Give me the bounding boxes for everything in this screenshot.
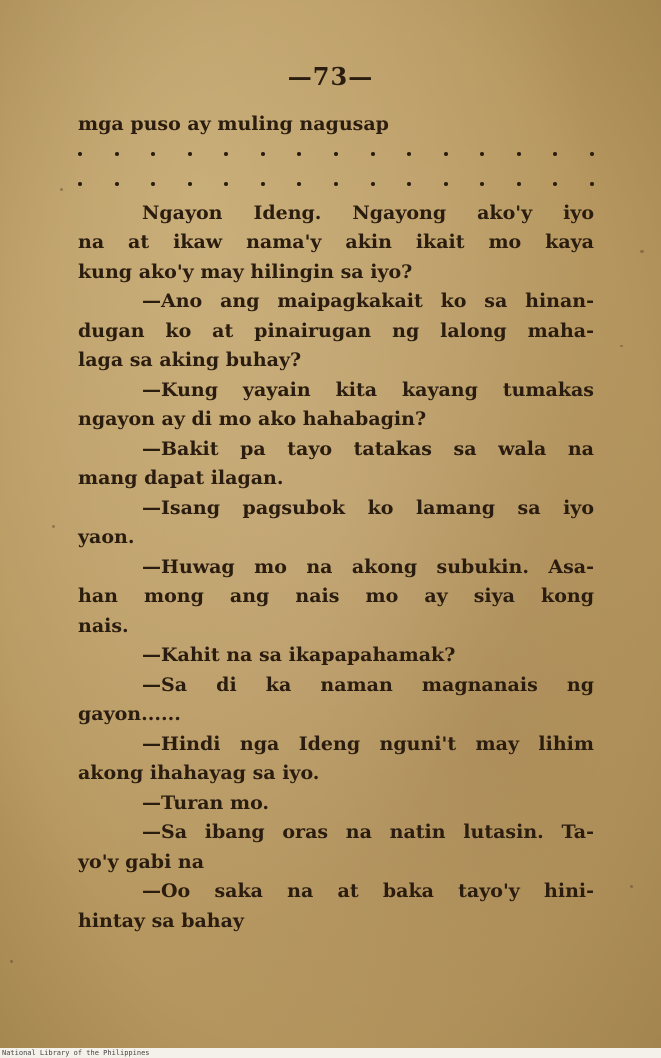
ellipsis-dot xyxy=(444,182,448,186)
paper-speck xyxy=(60,188,63,191)
ellipsis-dot xyxy=(224,152,228,156)
text-line: —Kahit na sa ikapapahamak? xyxy=(142,644,456,666)
ellipsis-dot xyxy=(334,182,338,186)
paper-speck xyxy=(630,885,633,888)
ellipsis-dot xyxy=(188,152,192,156)
ellipsis-dot xyxy=(115,182,119,186)
text-line: ngayon ay di mo ako hahabagin? xyxy=(78,408,427,430)
ellipsis-dot xyxy=(151,182,155,186)
text-line: Ngayon Ideng. Ngayong ako'y iyo xyxy=(142,201,594,224)
ellipsis-row xyxy=(78,169,594,199)
paper-speck xyxy=(620,345,623,347)
ellipsis-dot xyxy=(480,152,484,156)
page-number: —73— xyxy=(287,62,374,91)
text-line: nais. xyxy=(78,614,129,637)
text-line: —Huwag mo na akong subukin. Asa- xyxy=(142,555,594,578)
ellipsis-dot xyxy=(261,182,265,186)
ellipsis-dot xyxy=(115,152,119,156)
ellipsis-dot xyxy=(590,182,594,186)
body-text xyxy=(78,110,594,936)
text-line: gayon...... xyxy=(78,703,181,725)
text-line: na at ikaw nama'y akin ikait mo kaya xyxy=(78,231,594,253)
ellipsis-dot xyxy=(590,152,594,156)
text-line: akong ihahayag sa iyo. xyxy=(78,762,320,784)
ellipsis-dot xyxy=(407,152,411,156)
ellipsis-dot xyxy=(261,152,265,156)
text-line: laga sa aking buhay? xyxy=(78,349,302,371)
text-line: mang dapat ilagan. xyxy=(78,467,284,489)
ellipsis-dot xyxy=(553,152,557,156)
text-line: —Sa di ka naman magnanais ng xyxy=(142,673,594,696)
ellipsis-dot xyxy=(444,152,448,156)
ellipsis-dot xyxy=(188,182,192,186)
ellipsis-dot xyxy=(224,182,228,186)
ellipsis-dot xyxy=(371,182,375,186)
text-line: —Ano ang maipagkakait ko sa hinan- xyxy=(142,290,594,312)
ellipsis-dot xyxy=(480,182,484,186)
text-line: yo'y gabi na xyxy=(78,850,205,873)
ellipsis-dot xyxy=(553,182,557,186)
text-line: mga puso ay muling nagusap xyxy=(78,113,389,135)
text-line: —Kung yayain kita kayang tumakas xyxy=(142,378,594,401)
ellipsis-row xyxy=(78,140,594,170)
text-line: —Turan mo. xyxy=(142,791,270,814)
ellipsis-dot xyxy=(297,152,301,156)
paper-speck xyxy=(640,250,644,253)
ellipsis-dot xyxy=(151,152,155,156)
ellipsis-dot xyxy=(517,152,521,156)
library-credit: National Library of the Philippines xyxy=(2,1049,150,1057)
ellipsis-dot xyxy=(371,152,375,156)
ellipsis-dot xyxy=(407,182,411,186)
text-line: han mong ang nais mo ay siya kong xyxy=(78,585,594,607)
text-line: —Sa ibang oras na natin lutasin. Ta- xyxy=(142,821,594,843)
paper-speck xyxy=(10,960,13,963)
ellipsis-dot xyxy=(517,182,521,186)
text-line: —Hindi nga Ideng nguni't may lihim xyxy=(142,732,594,755)
text-line: —Oo saka na at baka tayo'y hini- xyxy=(142,880,594,902)
text-line: yaon. xyxy=(78,526,135,548)
paper-speck xyxy=(52,525,55,528)
ellipsis-dot xyxy=(297,182,301,186)
ellipsis-dot xyxy=(334,152,338,156)
text-line: kung ako'y may hilingin sa iyo? xyxy=(78,260,413,283)
ellipsis-dot xyxy=(78,182,82,186)
text-line: —Bakit pa tayo tatakas sa wala na xyxy=(142,437,594,460)
text-line: —Isang pagsubok ko lamang sa iyo xyxy=(142,496,594,519)
ellipsis-dot xyxy=(78,152,82,156)
text-line: hintay sa bahay xyxy=(78,909,244,932)
text-line: dugan ko at pinairugan ng lalong maha- xyxy=(78,319,594,342)
